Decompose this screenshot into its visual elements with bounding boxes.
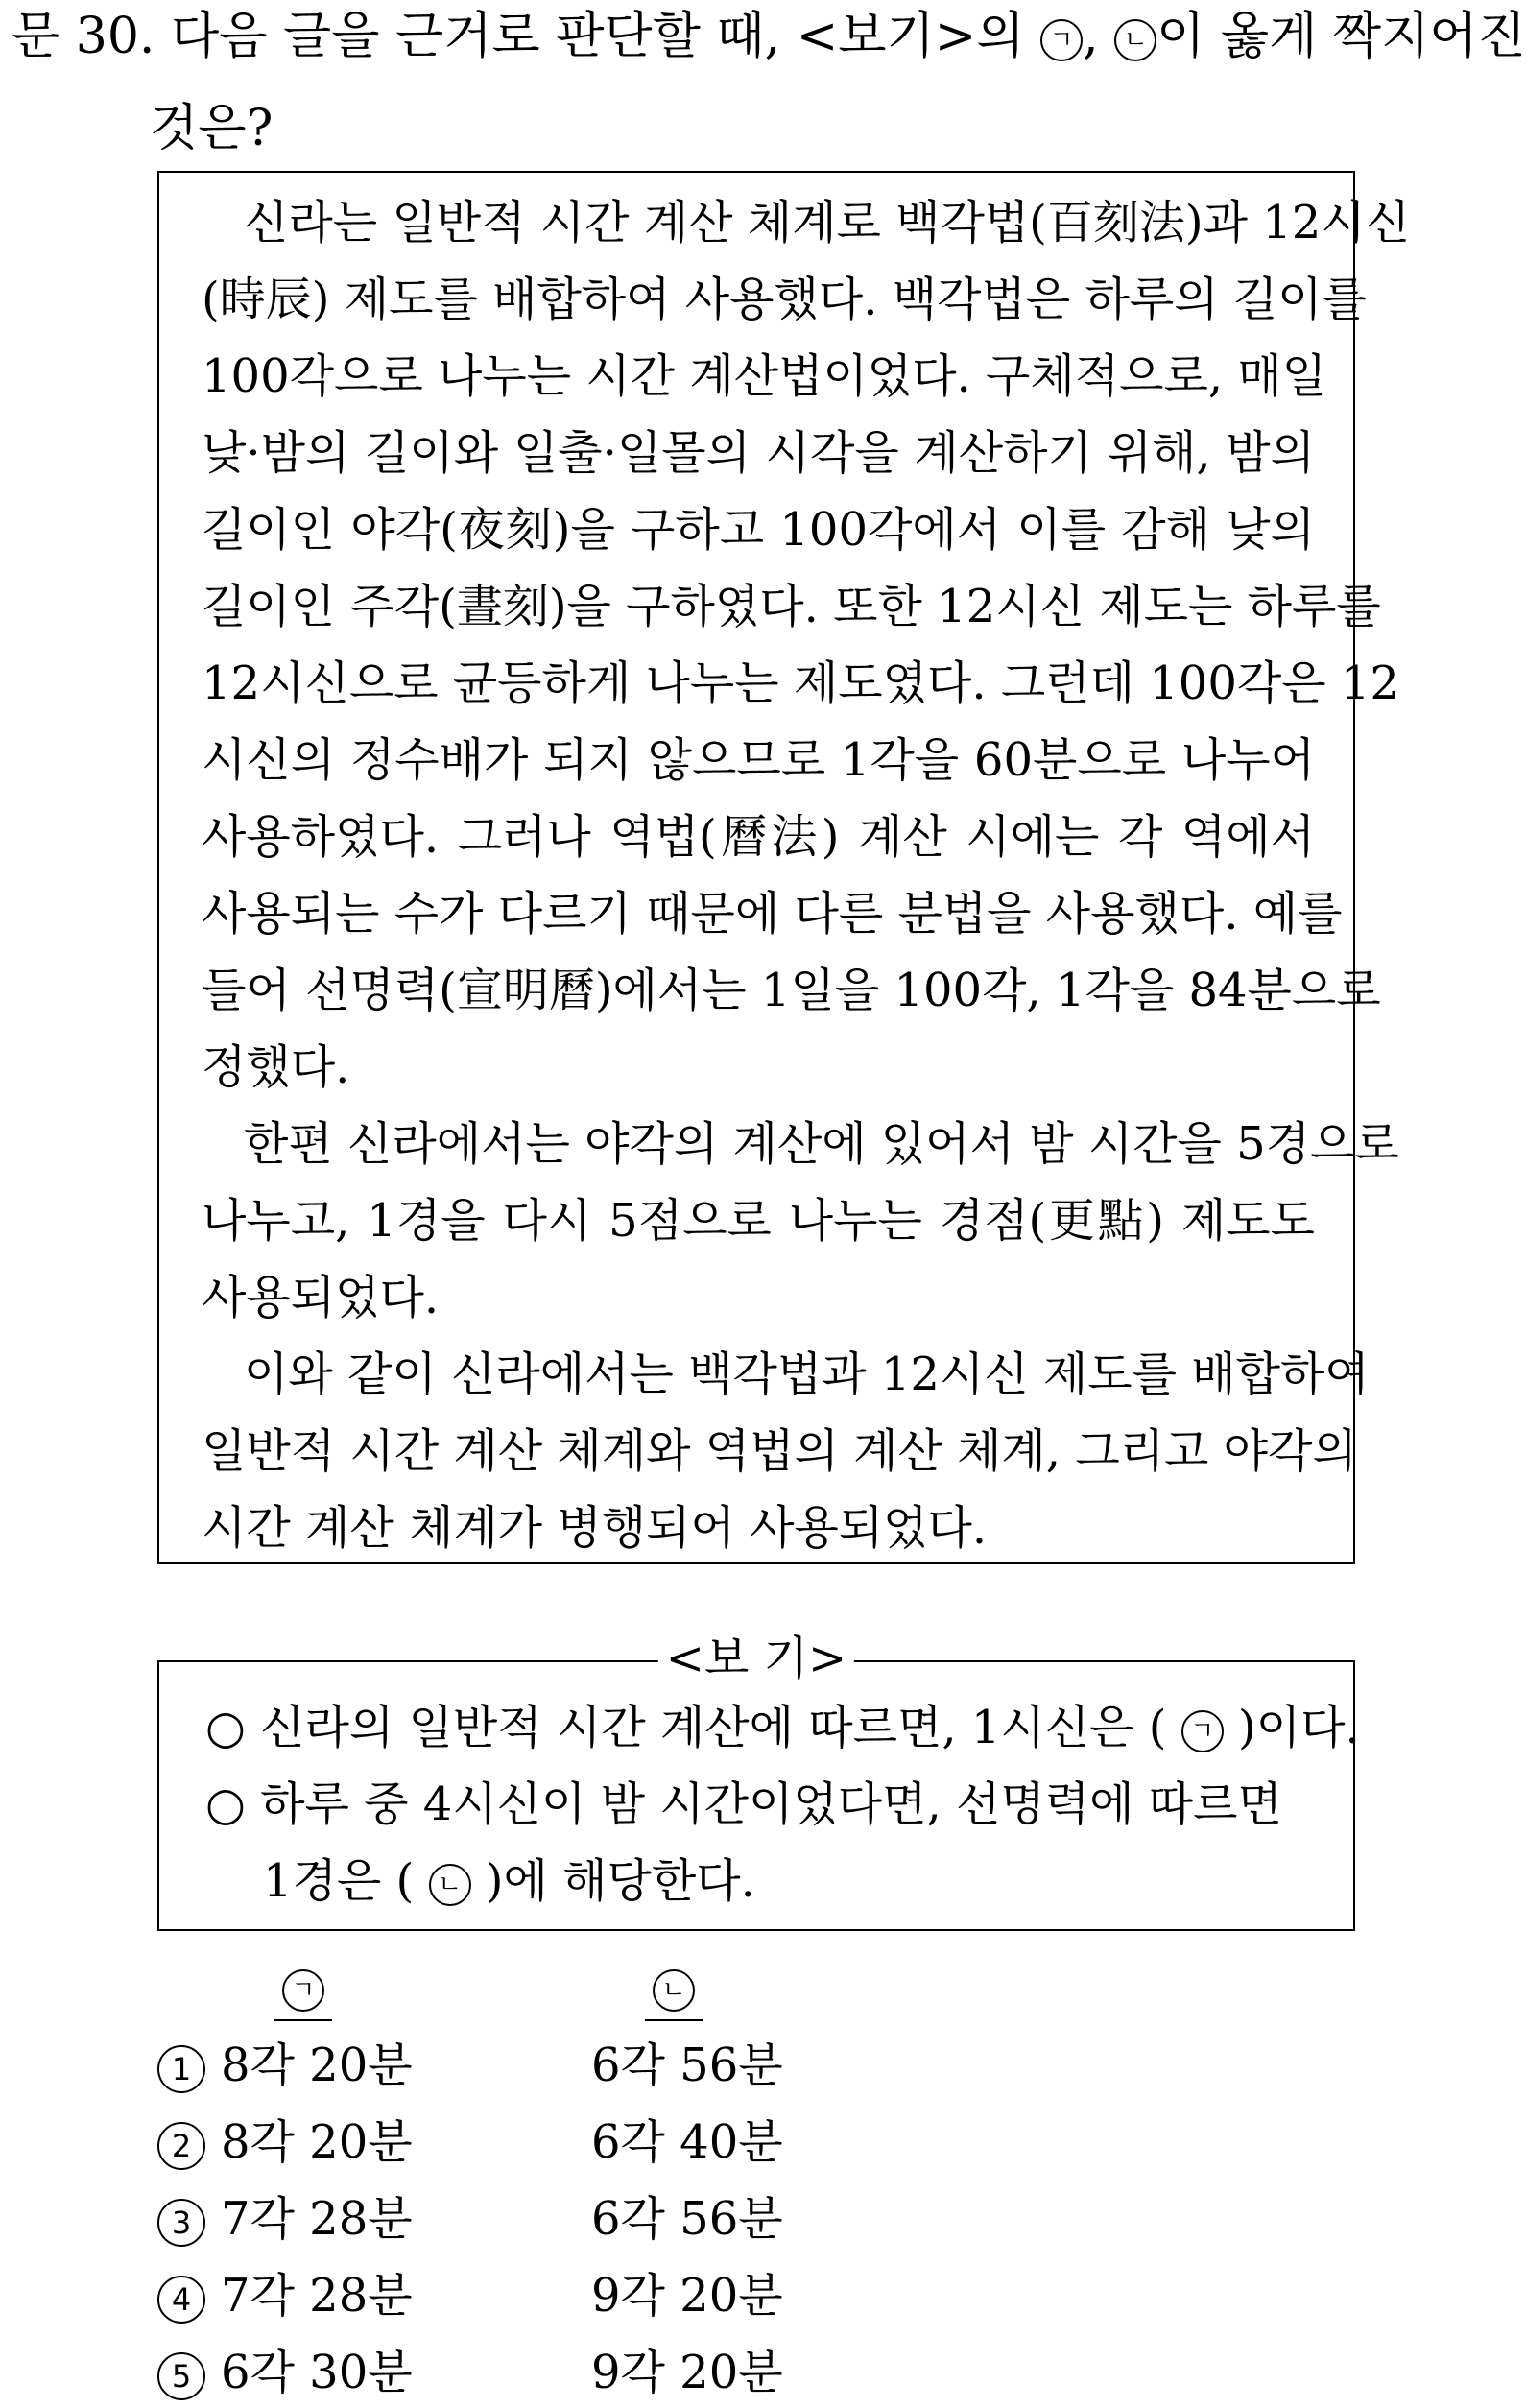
bogi-item-2-text: 하루 중 4시신이 밤 시간이었다면, 선명력에 따르면 bbox=[260, 1777, 1282, 1831]
answer-option-2[interactable] bbox=[157, 2111, 413, 2173]
option-number-icon: 5 bbox=[157, 2352, 205, 2400]
marker-a-icon: ㄱ bbox=[1040, 19, 1083, 61]
bogi-item-2-cont bbox=[263, 1843, 755, 1919]
passage-line: 일반적 시간 계산 체계와 역법의 계산 체계, 그리고 야각의 bbox=[202, 1424, 1357, 1478]
option-number-icon: 2 bbox=[157, 2122, 205, 2170]
passage-box bbox=[157, 171, 1411, 1564]
option-a-value: 8각 20분 bbox=[221, 2038, 413, 2092]
option-a-value: 6각 30분 bbox=[221, 2346, 413, 2399]
passage-line: 사용하였다. 그러나 역법(曆法) 계산 시에는 각 역에서 bbox=[202, 810, 1315, 864]
answer-option-3[interactable] bbox=[157, 2188, 413, 2250]
passage-line: 12시신으로 균등하게 나누는 제도였다. 그런데 100각은 12 bbox=[202, 656, 1399, 710]
question-stem bbox=[12, 8, 1526, 65]
answer-option-5[interactable] bbox=[157, 2342, 413, 2403]
bullet-icon: ○ bbox=[205, 1701, 246, 1754]
marker-b-icon: ㄴ bbox=[653, 1969, 695, 2012]
passage-line: 시신의 정수배가 되지 않으므로 1각을 60분으로 나누어 bbox=[202, 733, 1315, 787]
passage-line: 100각으로 나누는 시간 계산법이었다. 구체적으로, 매일 bbox=[202, 349, 1327, 403]
option-b-value: 9각 20분 bbox=[591, 2269, 783, 2323]
passage-line: 시간 계산 체계가 병행되어 사용되었다. bbox=[202, 1501, 988, 1555]
bogi-item-1-end: )이다. bbox=[1238, 1701, 1360, 1754]
bogi-item-2-text-cont: 1경은 ( bbox=[263, 1854, 415, 1908]
passage-line: 이와 같이 신라에서는 백각법과 12시신 제도를 배합하여 bbox=[244, 1347, 1370, 1401]
passage-line: 길이인 주각(晝刻)을 구하였다. 또한 12시신 제도는 하루를 bbox=[202, 580, 1381, 633]
bogi-title: <보 기> bbox=[658, 1628, 854, 1689]
passage-line: 사용되는 수가 다르기 때문에 다른 분법을 사용했다. 예를 bbox=[202, 887, 1343, 941]
bullet-icon: ○ bbox=[205, 1777, 246, 1831]
option-b-value: 9각 20분 bbox=[591, 2346, 783, 2399]
passage-line: 사용되었다. bbox=[202, 1271, 440, 1324]
passage-line: 길이인 야각(夜刻)을 구하고 100각에서 이를 감해 낮의 bbox=[202, 503, 1315, 557]
option-a-value: 7각 28분 bbox=[221, 2192, 413, 2246]
passage-line: 낮·밤의 길이와 일출·일몰의 시각을 계산하기 위해, 밤의 bbox=[202, 426, 1315, 480]
question-text-end: 이 옳게 짝지어진 bbox=[1156, 8, 1526, 65]
marker-b-icon: ㄴ bbox=[429, 1864, 471, 1906]
passage-line: 신라는 일반적 시간 계산 체계로 백각법(百刻法)과 12시신 bbox=[244, 196, 1411, 250]
bogi-item-2-end: )에 해당한다. bbox=[485, 1854, 755, 1908]
question-text: 문 30. 다음 글을 근거로 판단할 때, <보기>의 bbox=[12, 8, 1025, 65]
passage-line: 나누고, 1경을 다시 5점으로 나누는 경점(更點) 제도도 bbox=[202, 1194, 1315, 1248]
option-a-value: 8각 20분 bbox=[221, 2115, 413, 2169]
passage-line: (時辰) 제도를 배합하여 사용했다. 백각법은 하루의 길이를 bbox=[202, 273, 1367, 326]
column-header-a bbox=[274, 1966, 332, 2021]
column-header-b bbox=[645, 1966, 703, 2021]
question-text-line2: 것은? bbox=[150, 100, 274, 157]
option-b-value: 6각 40분 bbox=[591, 2115, 783, 2169]
option-b-value: 6각 56분 bbox=[591, 2192, 783, 2246]
option-a-value: 7각 28분 bbox=[221, 2269, 413, 2323]
passage-line: 한편 신라에서는 야각의 계산에 있어서 밤 시간을 5경으로 bbox=[244, 1117, 1399, 1171]
bogi-box bbox=[157, 1632, 1360, 1931]
marker-a-icon: ㄱ bbox=[1181, 1710, 1224, 1752]
passage-line: 들어 선명력(宣明曆)에서는 1일을 100각, 1각을 84분으로 bbox=[202, 964, 1381, 1017]
bogi-item-1-text: 신라의 일반적 시간 계산에 따르면, 1시신은 ( bbox=[260, 1701, 1167, 1754]
question-separator: , bbox=[1083, 8, 1099, 65]
passage-line: 정했다. bbox=[202, 1040, 350, 1094]
answer-option-1[interactable] bbox=[157, 2035, 413, 2096]
bogi-item-1 bbox=[205, 1689, 1360, 1766]
marker-a-icon: ㄱ bbox=[282, 1969, 324, 2012]
option-number-icon: 4 bbox=[157, 2276, 205, 2324]
bogi-item-2 bbox=[205, 1766, 1282, 1843]
option-b-value: 6각 56분 bbox=[591, 2038, 783, 2092]
option-number-icon: 3 bbox=[157, 2199, 205, 2247]
marker-b-icon: ㄴ bbox=[1114, 19, 1156, 61]
option-number-icon: 1 bbox=[157, 2045, 205, 2093]
answer-option-4[interactable] bbox=[157, 2265, 413, 2326]
